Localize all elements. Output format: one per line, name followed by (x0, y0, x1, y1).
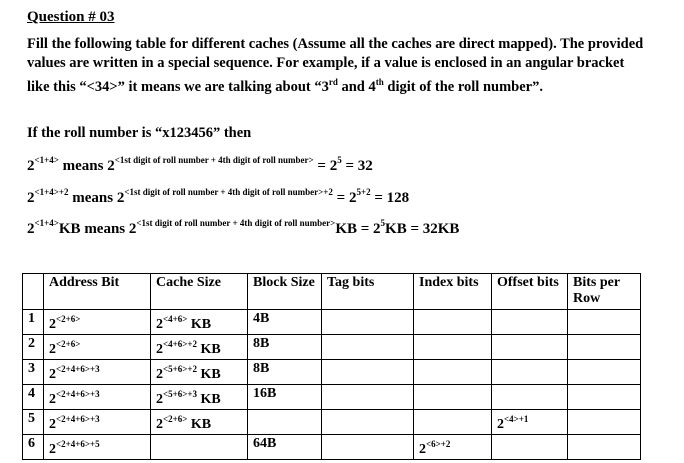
bits-per-row-cell (568, 435, 641, 460)
cell-value: <2+6> (56, 339, 81, 349)
example-part: = 128 (370, 190, 410, 206)
column-header: Block Size (248, 274, 322, 310)
example-part: KB means 2 (58, 221, 137, 237)
cell-value: 2 (49, 367, 56, 382)
block-size-cell: 8B (248, 335, 322, 360)
cell-value: <2+4+6>+3 (56, 414, 100, 424)
example-part: = 2 (332, 190, 357, 206)
cell-value: 2 (156, 392, 163, 407)
cell-value: <2+6> (163, 414, 188, 424)
block-size-cell: 8B (248, 360, 322, 385)
tag-bits-cell (322, 410, 414, 435)
cell-value: 2 (156, 417, 163, 432)
column-header: Index bits (414, 274, 492, 310)
cache-table (22, 273, 641, 460)
offset-bits-cell (492, 435, 568, 460)
cell-value: <2+6> (56, 314, 81, 324)
example-part: KB = 2 (335, 221, 381, 237)
index-bits-cell (414, 360, 492, 385)
example-line (27, 218, 459, 238)
cache-size-cell (151, 435, 248, 460)
cell-value: <5+6>+3 (163, 389, 198, 399)
bits-per-row-cell (568, 335, 641, 360)
cell-value: KB (197, 392, 221, 407)
instr-sup: rd (328, 77, 338, 87)
tag-bits-cell (322, 385, 414, 410)
row-number: 3 (23, 360, 44, 385)
cell-value: KB (187, 417, 212, 432)
address-bit-cell (44, 410, 151, 435)
block-size-cell: 64B (248, 435, 322, 460)
instr-text: and 4 (337, 78, 376, 95)
table-header-row (23, 274, 641, 310)
example-part: <1+4> (34, 218, 59, 228)
example-part: <1st digit of roll number + 4th digit of roll number> (114, 155, 314, 165)
bits-per-row-cell (568, 385, 641, 410)
block-size-cell (248, 410, 322, 435)
bits-per-row-cell (568, 410, 641, 435)
row-number: 5 (23, 410, 44, 435)
instr-text: Fill the following table for different caches (Assume all the caches are direct mapped). The provided values are written in a special sequence. For example, if a value is enclosed in an angular bracket like this “<34>” it means we are talking about “3 (27, 36, 644, 95)
cell-value: 2 (49, 442, 56, 457)
example-part: 2 (27, 190, 35, 206)
row-number: 6 (23, 435, 44, 460)
tag-bits-cell (322, 435, 414, 460)
example-part: = 32 (341, 158, 373, 174)
instr-sup: th (375, 77, 384, 87)
address-bit-cell (44, 360, 151, 385)
address-bit-cell (44, 310, 151, 335)
table-row (23, 410, 641, 435)
cell-value: <4>+1 (504, 414, 529, 424)
example-part: 5 (380, 218, 386, 228)
cache-size-cell (151, 310, 248, 335)
cell-value: 2 (156, 367, 163, 382)
cell-value: 2 (49, 317, 56, 332)
column-header: Address Bit (44, 274, 151, 310)
example-part: means 2 (58, 158, 115, 174)
cache-size-cell (151, 335, 248, 360)
column-header (23, 274, 44, 310)
example-part: 2 (27, 221, 35, 237)
table-row (23, 385, 641, 410)
table-row (23, 335, 641, 360)
example-part: 5+2 (356, 187, 371, 197)
cache-size-cell (151, 410, 248, 435)
cell-value: <2+4+6>+5 (56, 439, 100, 449)
example-part: means 2 (68, 190, 125, 206)
example-part: <1st digit of roll number + 4th digit of roll number>+2 (124, 187, 333, 197)
cell-value: 2 (156, 317, 163, 332)
cache-size-cell (151, 360, 248, 385)
cell-value: <6>+2 (426, 439, 451, 449)
row-number: 2 (23, 335, 44, 360)
tag-bits-cell (322, 335, 414, 360)
example-part: 2 (27, 158, 35, 174)
example-line (27, 187, 409, 207)
index-bits-cell (414, 385, 492, 410)
cell-value: KB (187, 317, 212, 332)
row-number: 4 (23, 385, 44, 410)
offset-bits-cell (492, 360, 568, 385)
table-row (23, 360, 641, 385)
row-number: 1 (23, 310, 44, 335)
cell-value: 2 (497, 417, 504, 432)
roll-number-line: If the roll number is “x123456” then (27, 125, 252, 141)
bits-per-row-cell (568, 360, 641, 385)
example-part: <1+4> (34, 155, 59, 165)
index-bits-cell (414, 435, 492, 460)
instr-text: digit of the roll number”. (383, 78, 543, 95)
tag-bits-cell (322, 310, 414, 335)
cell-value: KB (197, 367, 221, 382)
tag-bits-cell (322, 360, 414, 385)
address-bit-cell (44, 435, 151, 460)
cell-value: <2+4+6>+3 (56, 364, 100, 374)
block-size-cell: 16B (248, 385, 322, 410)
cell-value: 2 (156, 342, 163, 357)
block-size-cell: 4B (248, 310, 322, 335)
offset-bits-cell (492, 310, 568, 335)
cell-value: <5+6>+2 (163, 364, 198, 374)
column-header: Offset bits (492, 274, 568, 310)
index-bits-cell (414, 335, 492, 360)
offset-bits-cell (492, 410, 568, 435)
cell-value: 2 (419, 442, 426, 457)
address-bit-cell (44, 335, 151, 360)
example-part: <1st digit of roll number + 4th digit of roll number> (136, 218, 336, 228)
example-part: 5 (337, 155, 342, 165)
cell-value: 2 (49, 342, 56, 357)
offset-bits-cell (492, 385, 568, 410)
offset-bits-cell (492, 335, 568, 360)
index-bits-cell (414, 310, 492, 335)
column-header: Tag bits (322, 274, 414, 310)
bits-per-row-cell (568, 310, 641, 335)
cache-size-cell (151, 385, 248, 410)
instructions (27, 35, 647, 97)
cell-value: 2 (49, 417, 56, 432)
index-bits-cell (414, 410, 492, 435)
example-part: = 2 (313, 158, 338, 174)
cell-value: 2 (49, 392, 56, 407)
column-header: Cache Size (151, 274, 248, 310)
cell-value: <4+6> (163, 314, 188, 324)
column-header: Bits per Row (568, 274, 641, 310)
table-row (23, 435, 641, 460)
example-part: KB = 32KB (385, 221, 460, 237)
cell-value: <2+4+6>+3 (56, 389, 100, 399)
example-line (27, 155, 373, 175)
table-row (23, 310, 641, 335)
address-bit-cell (44, 385, 151, 410)
cell-value: <4+6>+2 (163, 339, 198, 349)
cell-value: KB (197, 342, 221, 357)
question-title: Question # 03 (27, 9, 115, 25)
example-part: <1+4>+2 (34, 187, 69, 197)
